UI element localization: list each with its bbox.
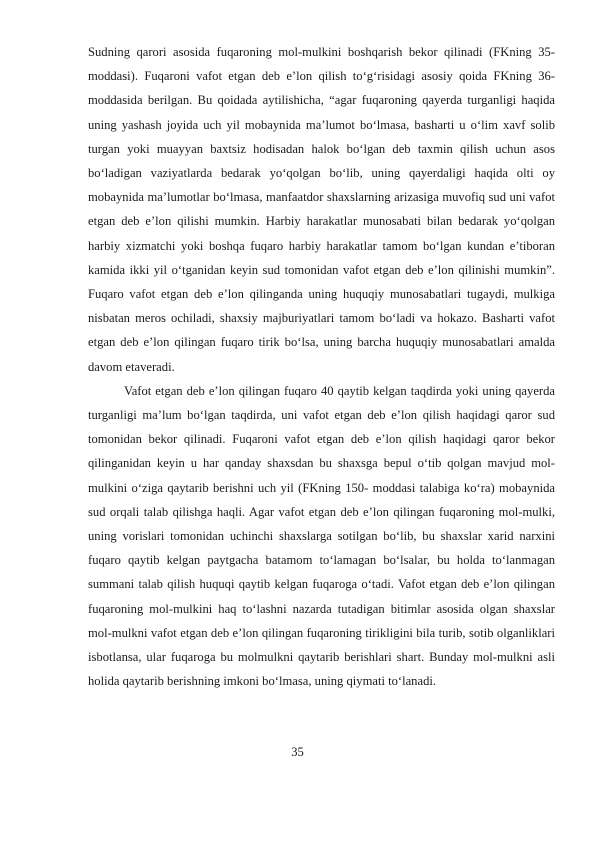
- paragraph-1: Sudning qarori asosida fuqaroning mol-mulkini boshqarish bekor qilinadi (FKning 35-moddasi). Fuqaroni vafot etgan deb e’lon qilish to‘g‘risidagi asosiy qoida FKning 36- moddasida berilgan. Bu qoidada aytilishicha, “agar fuqaroning qayerda turganligi haqida uning yashash joyida uch yil mobaynida ma’lumot bo‘lmasa, basharti u o‘lim xavf solib turgan yoki muayyan baxtsiz hodisadan halok bo‘lgan deb taxmin qilish uchun asos bo‘ladigan vaziyatlarda bedarak yo‘qolgan bo‘lib, uning qayerdaligi haqida olti oy mobaynida ma’lumotlar bo‘lmasa, manfaatdor shaxslarning arizasiga muvofiq sud uni vafot etgan deb e’lon qilishi mumkin. Harbiy harakatlar munosabati bilan bedarak yo‘qolgan harbiy xizmatchi yoki boshqa fuqaro harbiy harakatlar tamom bo‘lgan kundan e’tiboran kamida ikki yil o‘tganidan keyin sud tomonidan vafot etgan deb e’lon qilinishi mumkin”. Fuqaro vafot etgan deb e’lon qilinganda uning huquqiy munosabatlari tugaydi, mulkiga nisbatan meros ochiladi, shaxsiy majburiyatlari tamom bo‘ladi va hokazo. Basharti vafot etgan deb e’lon qilingan fuqaro tirik bo‘lsa, uning barcha huquqiy munosabatlari amalda davom etaveradi.: [88, 45, 555, 374]
- paragraph-2: Vafot etgan deb e’lon qilingan fuqaro 40 qaytib kelgan taqdirda yoki uning qayerda turganligi ma’lum bo‘lgan taqdirda, uni vafot etgan deb e’lon qilish haqidagi qaror sud tomonidan bekor qilinadi. Fuqaroni vafot etgan deb e’lon qilish haqidagi qaror bekor qilinganidan keyin u har qanday shaxsdan bu shaxsga bepul o‘tib qolgan mavjud mol-mulkini o‘ziga qaytarib berishni uch yil (FKning 150- moddasi talabiga ko‘ra) mobaynida sud orqali talab qilishga haqli. Agar vafot etgan deb e’lon qilingan fuqaroning mol-mulki, uning vorislari tomonidan uchinchi shaxslarga sotilgan bo‘lib, bu shaxslar xarid narxini fuqaro qaytib kelgan paytgacha batamom to‘lamagan bo‘lsalar, bu holda to‘lanmagan summani talab qilish huquqi qaytib kelgan fuqaroga o‘tadi. Vafot etgan deb e’lon qilingan fuqaroning mol-mulkini haq to‘lashni nazarda tutadigan bitimlar asosida olgan shaxslar mol-mulkni vafot etgan deb e’lon qilingan fuqaroning tirikligini bila turib, sotib olganliklari isbotlansa, ular fuqaroga bu molmulkni qaytarib berishlari shart. Bunday mol-mulkni asli holida qaytarib berishning imkoni bo‘lmasa, uning qiymati to‘lanadi.: [88, 383, 555, 689]
- body-text: [88, 40, 555, 693]
- page-number: 35: [291, 745, 304, 759]
